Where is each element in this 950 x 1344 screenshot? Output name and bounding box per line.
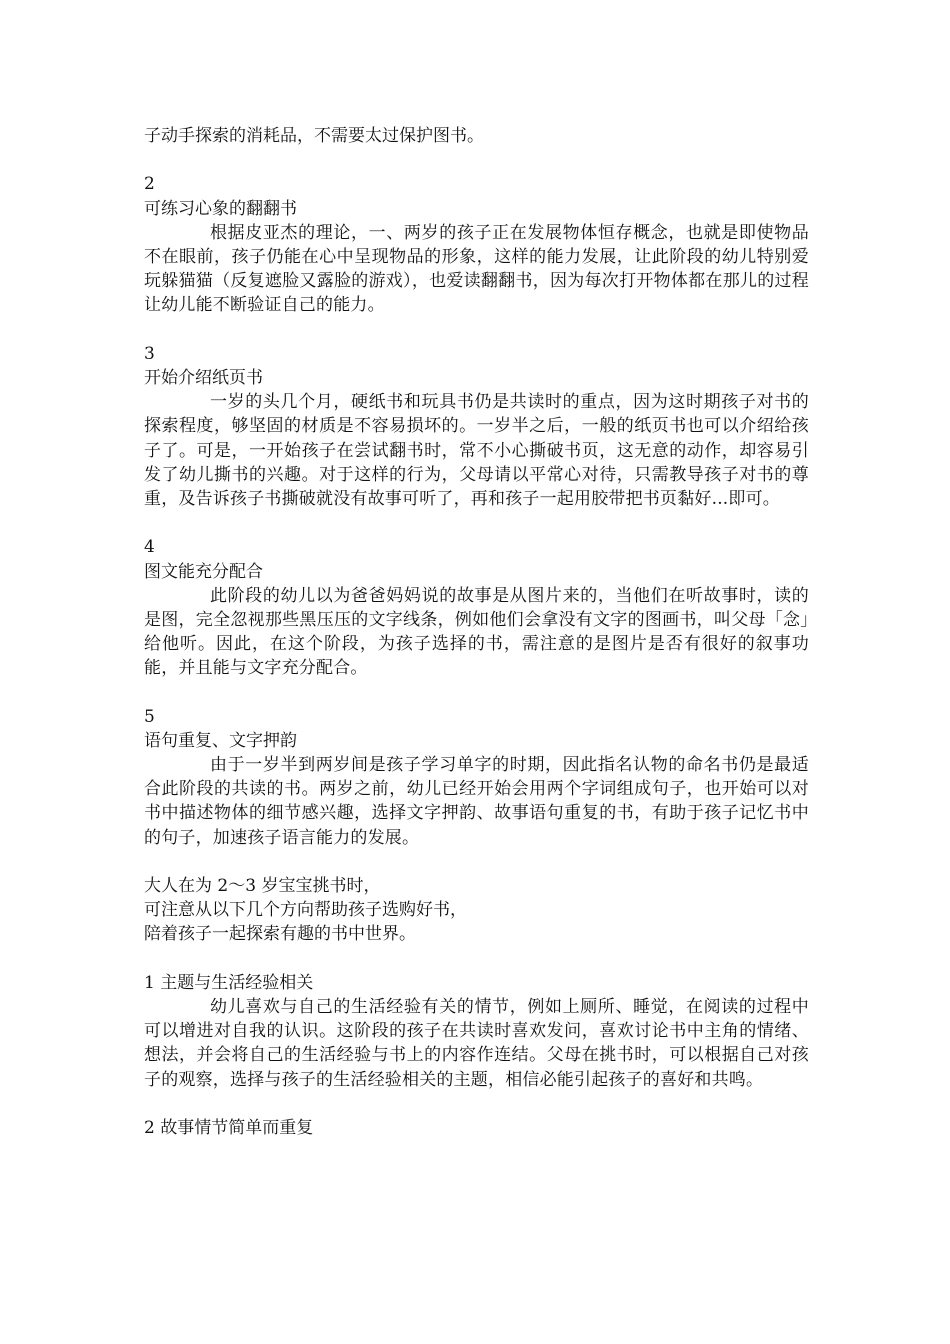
spacer bbox=[144, 511, 809, 535]
spacer bbox=[144, 1092, 809, 1116]
section-heading: 图文能充分配合 bbox=[144, 561, 263, 582]
spacer bbox=[144, 318, 809, 342]
section-number: 3 bbox=[144, 343, 155, 364]
tip-1 bbox=[144, 971, 809, 1092]
spacer bbox=[144, 850, 809, 874]
document-page bbox=[144, 124, 809, 1140]
tip-heading: 1 主题与生活经验相关 bbox=[144, 972, 314, 993]
transition-block bbox=[144, 874, 809, 947]
section-number: 2 bbox=[144, 174, 155, 195]
section-heading: 可练习心象的翻翻书 bbox=[144, 198, 297, 219]
spacer bbox=[144, 681, 809, 705]
section-heading: 开始介绍纸页书 bbox=[144, 367, 263, 388]
section-body: 一岁的头几个月，硬纸书和玩具书仍是共读时的重点，因为这时期孩子对书的探索程度，够坚固的材质是不容易损坏的。一岁半之后，一般的纸页书也可以介绍给孩子了。可是，一开始孩子在尝试翻书时，常不小心撕破书页，这无意的动作，却容易引发了幼儿撕书的兴趣。对于这样的行为，父母请以平常心对待，只需教导孩子对书的尊重，及告诉孩子书撕破就没有故事可听了，再和孩子一起用胶带把书页黏好...即可。 bbox=[144, 392, 809, 509]
transition-line: 大人在为 2～3 岁宝宝挑书时， bbox=[144, 876, 381, 897]
section-number: 4 bbox=[144, 537, 155, 558]
section-heading: 语句重复、文字押韵 bbox=[144, 730, 297, 751]
section-number: 5 bbox=[144, 706, 155, 727]
section-3 bbox=[144, 342, 809, 511]
section-4 bbox=[144, 535, 809, 680]
section-body: 此阶段的幼儿以为爸爸妈妈说的故事是从图片来的，当他们在听故事时，读的是图，完全忽视那些黑压压的文字线条，例如他们会拿没有文字的图画书，叫父母「念」给他听。因此，在这个阶段，为孩子选择的书，需注意的是图片是否有很好的叙事功能，并且能与文字充分配合。 bbox=[144, 585, 809, 679]
tip-2 bbox=[144, 1116, 809, 1140]
spacer bbox=[144, 148, 809, 172]
section-body: 由于一岁半到两岁间是孩子学习单字的时期，因此指名认物的命名书仍是最适合此阶段的共读的书。两岁之前，幼儿已经开始会用两个字词组成句子，也开始可以对书中描述物体的细节感兴趣，选择文字押韵、故事语句重复的书，有助于孩子记忆书中的句子，加速孩子语言能力的发展。 bbox=[144, 755, 809, 848]
section-5 bbox=[144, 705, 809, 850]
intro-tail-text: 子动手探索的消耗品，不需要太过保护图书。 bbox=[144, 126, 484, 146]
tip-heading: 2 故事情节简单而重复 bbox=[144, 1118, 314, 1139]
transition-line: 陪着孩子一起探索有趣的书中世界。 bbox=[144, 924, 416, 945]
tip-body: 幼儿喜欢与自己的生活经验有关的情节，例如上厕所、睡觉，在阅读的过程中可以增进对自我的认识。这阶段的孩子在共读时喜欢发问，喜欢讨论书中主角的情绪、想法，并会将自己的生活经验与书上的内容作连结。父母在挑书时，可以根据自己对孩子的观察，选择与孩子的生活经验相关的主题，相信必能引起孩子的喜好和共鸣。 bbox=[144, 997, 809, 1090]
section-body: 根据皮亚杰的理论，一、两岁的孩子正在发展物体恒存概念，也就是即使物品不在眼前，孩子仍能在心中呈现物品的形象，这样的能力发展，让此阶段的幼儿特别爱玩躲猫猫（反复遮脸又露脸的游戏），也爱读翻翻书，因为每次打开物体都在那儿的过程让幼儿能不断验证自己的能力。 bbox=[144, 222, 809, 316]
spacer bbox=[144, 947, 809, 971]
transition-line: 可注意从以下几个方向帮助孩子选购好书， bbox=[144, 900, 467, 921]
section-2 bbox=[144, 172, 809, 317]
